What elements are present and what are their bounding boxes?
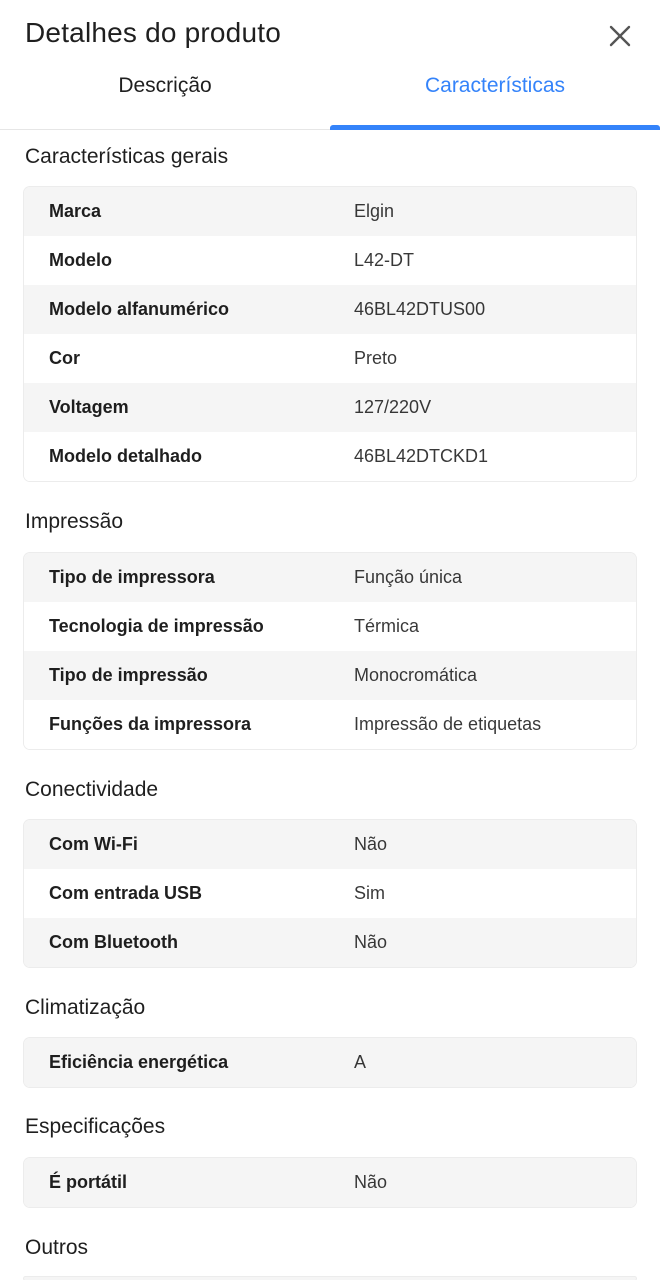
close-icon [604, 20, 636, 52]
tab-bar [0, 68, 660, 130]
table-row [24, 1158, 636, 1207]
row-label: Tipo de impressão [49, 665, 208, 685]
table-row [24, 383, 636, 432]
row-value: Preto [354, 348, 398, 368]
table-row [24, 236, 636, 285]
row-value: Não [354, 932, 388, 952]
row-value: L42-DT [354, 250, 415, 270]
table-row [24, 285, 636, 334]
row-label: Tecnologia de impressão [49, 616, 264, 636]
table-row [24, 651, 636, 700]
row-value: 46BL42DTUS00 [354, 299, 486, 319]
active-tab-indicator [330, 125, 660, 130]
table-row [24, 602, 636, 651]
specs-table-especificacoes [24, 1158, 636, 1207]
table-row [24, 334, 636, 383]
tab-caracteristicas[interactable]: Características [424, 74, 566, 97]
specs-table-caracteristicas-gerais [24, 187, 636, 481]
row-label: Com Bluetooth [49, 932, 178, 952]
section-title-especificacoes: Especificações [25, 1115, 166, 1138]
close-button[interactable] [604, 20, 636, 52]
page-title: Detalhes do produto [25, 17, 281, 48]
table-row [24, 869, 636, 918]
section-title-caracteristicas-gerais: Características gerais [25, 145, 229, 168]
row-label: Marca [49, 201, 102, 221]
table-row [24, 820, 636, 869]
table-row [24, 432, 636, 481]
table-row [24, 918, 636, 967]
row-label: Modelo [49, 250, 112, 270]
table-row [24, 187, 636, 236]
row-label: Tipo de impressora [49, 567, 215, 587]
row-label: Com Wi-Fi [49, 834, 138, 854]
specs-table-conectividade [24, 820, 636, 967]
row-value: Não [354, 1172, 388, 1192]
row-value: 46BL42DTCKD1 [354, 446, 489, 466]
modal-header [0, 0, 660, 68]
row-label: Modelo detalhado [49, 446, 202, 466]
row-label: Voltagem [49, 397, 129, 417]
specs-table-climatizacao [24, 1038, 636, 1087]
row-value: Função única [354, 567, 463, 587]
row-value: Impressão de etiquetas [354, 714, 542, 734]
table-row [24, 700, 636, 749]
specs-table-impressao [24, 553, 636, 749]
row-value: A [354, 1052, 367, 1072]
table-row [24, 1038, 636, 1087]
row-label: Cor [49, 348, 80, 368]
row-value: Monocromática [354, 665, 478, 685]
row-value: Elgin [354, 201, 395, 221]
section-title-conectividade: Conectividade [25, 778, 159, 801]
section-title-climatizacao: Climatização [25, 996, 146, 1019]
tab-descricao[interactable]: Descrição [118, 74, 212, 97]
table-row [24, 553, 636, 602]
row-value: 127/220V [354, 397, 432, 417]
row-label: Com entrada USB [49, 883, 203, 903]
row-label: Funções da impressora [49, 714, 252, 734]
section-title-outros: Outros [25, 1236, 89, 1259]
row-label: É portátil [49, 1172, 128, 1192]
row-label: Eficiência energética [49, 1052, 229, 1072]
row-value: Não [354, 834, 388, 854]
row-value: Sim [354, 883, 385, 903]
section-title-impressao: Impressão [25, 510, 124, 533]
row-label: Modelo alfanumérico [49, 299, 230, 319]
row-value: Térmica [354, 616, 420, 636]
